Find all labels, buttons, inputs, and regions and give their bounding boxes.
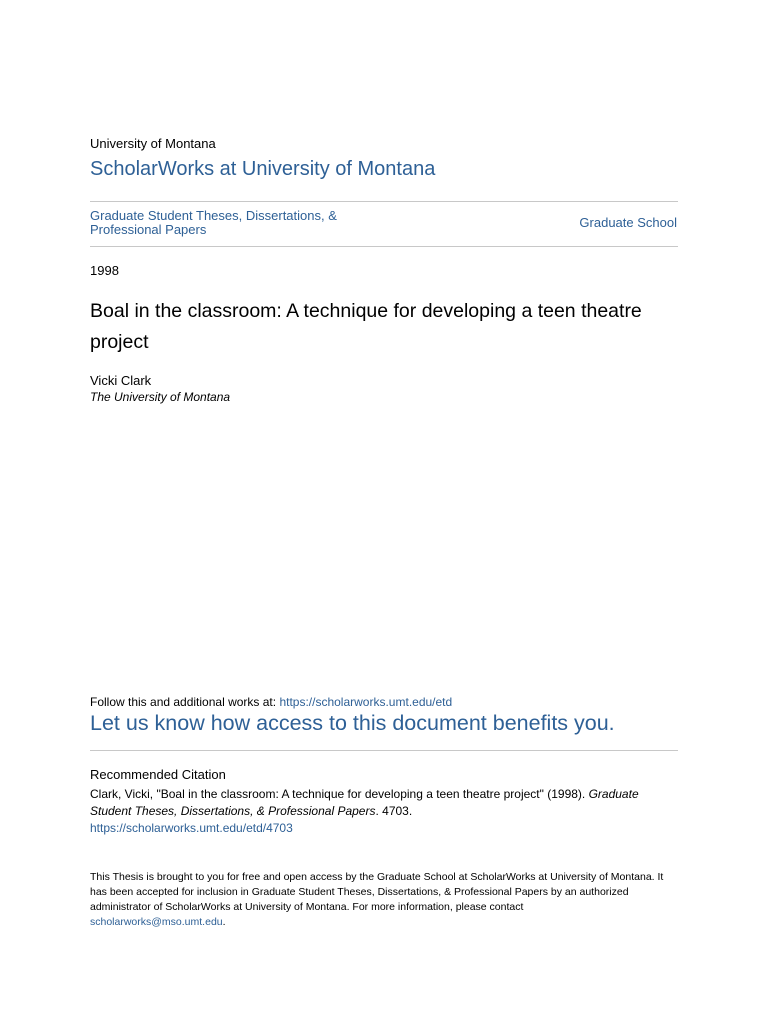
author-name: Vicki Clark <box>90 373 152 388</box>
collection-divider <box>90 246 678 247</box>
etd-collection-link[interactable]: https://scholarworks.umt.edu/etd <box>279 695 453 709</box>
citation-divider <box>90 750 678 751</box>
citation-number: . 4703. <box>375 804 413 818</box>
document-title: Boal in the classroom: A technique for developing a teen theatre project <box>90 300 642 353</box>
author-affiliation: The University of Montana <box>90 390 231 404</box>
contact-email-link[interactable]: scholarworks@mso.umt.edu <box>90 916 223 928</box>
follow-text: Follow this and additional works at: <box>90 695 280 709</box>
citation-series: Graduate Student Theses, Dissertations, & Professional Papers <box>90 787 639 818</box>
graduate-school-link[interactable]: Graduate School <box>579 215 677 230</box>
publication-year: 1998 <box>90 263 119 278</box>
repository-link[interactable]: ScholarWorks at University of Montana <box>90 158 436 180</box>
collection-link[interactable]: Graduate Student Theses, Dissertations, & Professional Papers <box>90 208 337 237</box>
citation-heading: Recommended Citation <box>90 767 226 782</box>
citation-text: Clark, Vicki, "Boal in the classroom: A technique for developing a teen theatre project" (1998). <box>90 787 589 801</box>
university-name: University of Montana <box>90 136 216 151</box>
top-divider <box>90 201 678 202</box>
citation-block <box>90 786 680 837</box>
notice-text: This Thesis is brought to you for free and open access by the Graduate School at ScholarWorks at University of Montana. It has been accepted for inclusion in Graduate Student Theses, Dissertations, & Professional Papers by an authorized administrator of ScholarWorks at University of Montana. For more information, please contact <box>90 871 664 913</box>
follow-line <box>90 695 452 709</box>
citation-url-link[interactable]: https://scholarworks.umt.edu/etd/4703 <box>90 821 293 835</box>
benefits-feedback-link[interactable]: Let us know how access to this document benefits you. <box>90 711 615 735</box>
access-notice <box>90 870 680 930</box>
notice-end: . <box>222 916 226 928</box>
